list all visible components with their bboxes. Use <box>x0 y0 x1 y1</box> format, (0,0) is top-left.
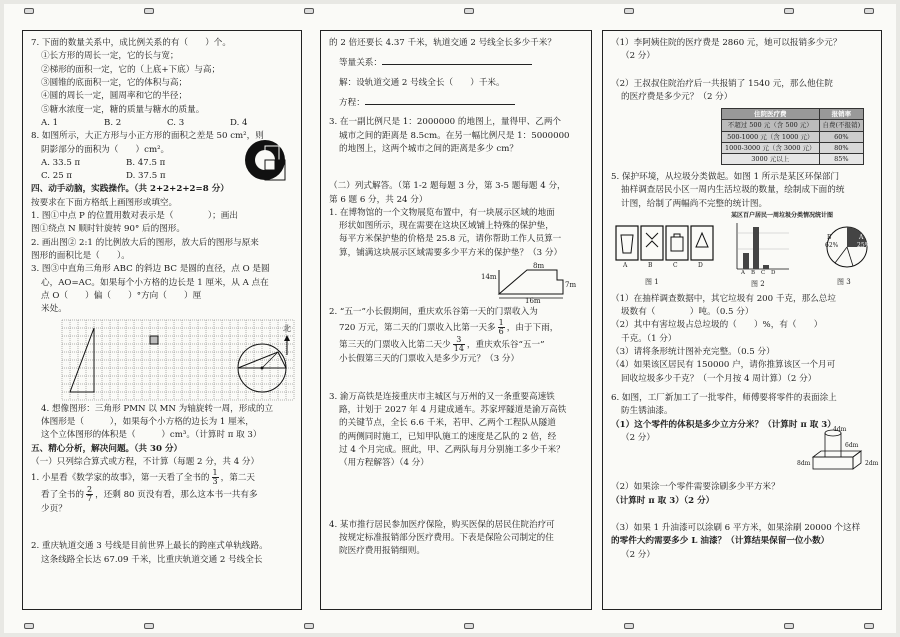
q7-stem: 7. 下面的数量关系中，成比例关系的有（ ）个。 <box>31 38 231 48</box>
q3-text: 3. 在一副比例尺是 1：2000000 的地图上，量得甲、乙两个 <box>329 117 562 128</box>
table-cell: 60% <box>819 131 864 142</box>
table-cell: 1000-3000 元（含 3000 元） <box>722 142 820 153</box>
p4-text: 4. 某市推行居民参加医疗保险，购买医保的居民住院治疗可 <box>329 519 555 530</box>
p4-text: 院医疗费用报销细则。 <box>339 546 425 557</box>
q7-option[interactable]: D. 4 <box>230 117 248 128</box>
sec4-title: 四、动手动脑，实践操作。（共 2+2+2+2=8 分） <box>31 184 229 195</box>
bar-label: A <box>741 269 745 276</box>
north-arrow-icon <box>283 335 291 355</box>
dim-h2: 8dm <box>797 460 811 468</box>
eqn-line <box>329 96 583 110</box>
part-3d-figure <box>807 427 867 479</box>
sec4-line: 图①绕点 N 顺时针旋转 90° 后的图形。 <box>31 224 185 235</box>
q4-2-text: 的医疗费是多少元？（2 分） <box>621 91 733 102</box>
bin-labels <box>623 261 723 270</box>
table-header-row <box>722 109 864 120</box>
column-3 <box>602 30 882 610</box>
q5-sub: （4）如果该区居民有 150000 户，请你推算该区一个月可 <box>611 360 836 371</box>
fraction <box>212 469 219 486</box>
sec5-sub1: （一）只列综合算式或方程，不计算（每题 2 分，共 4 分） <box>31 456 260 467</box>
p1-text: 形状如图所示，现在需要在这块区域铺上特殊的保护垫， <box>339 221 554 232</box>
p2-text <box>329 336 583 353</box>
dim-w: 2dm <box>865 460 879 468</box>
q6-text: 防生锈油漆。 <box>621 406 673 417</box>
bar-label: D <box>771 269 776 276</box>
fraction <box>86 486 93 503</box>
q7-item: ①长方形的周长一定，它的长与宽； <box>41 51 179 62</box>
q8-options <box>31 170 211 183</box>
fraction-denominator: 3 <box>212 477 218 487</box>
q2-continuation: 的 2 倍还要长 4.37 千米，轨道交通 2 号线全长多少千米？ <box>329 38 556 48</box>
bar-labels <box>741 269 791 278</box>
table-cell: 3000 元以上 <box>722 153 820 164</box>
dim-top: 8m <box>533 262 545 271</box>
q5-text: 5. 保护环境，从垃圾分类做起。如图 1 所示是某区环保部门 <box>611 171 840 182</box>
eq-label: 等量关系： <box>339 58 382 69</box>
q8-line: 8. 如图所示，大正方形与小正方形的面积之差是 50 cm²，则 <box>31 131 264 142</box>
p2-text <box>329 319 583 336</box>
sec4-line: 点 O（ ）偏（ ）°方向（ ）厘 <box>41 290 202 301</box>
sec5-q1 <box>31 469 293 486</box>
bin-label: D <box>698 261 703 269</box>
q6-sub: （2 分） <box>621 549 655 560</box>
dim-right: 7m <box>565 281 577 290</box>
q5-sub: （1）在抽样调查数据中，其它垃圾有 200 千克，那么总垃 <box>611 293 836 304</box>
fraction-numerator: 1 <box>212 469 218 478</box>
bar-b <box>753 227 759 269</box>
q6-sub: （3）如果 1 升油漆可以涂刷 6 平方米，如果涂刷 20000 个这样 <box>611 522 861 533</box>
exam-sheet <box>4 4 896 633</box>
q5-text: 抽样调查居民小区一周内生活垃圾的数量，绘制成下面的统 <box>621 185 845 196</box>
p3-text: 路，计划于 2027 年 4 月建成通车。苏家坪隧道是渝万高铁 <box>339 405 567 415</box>
reimbursement-table <box>721 108 864 165</box>
table-cell: 85% <box>819 153 864 164</box>
eqn-label: 方程： <box>339 97 365 108</box>
punch-hole <box>304 623 314 629</box>
q4-2-text: （2）王叔叔住院治疗后一共报销了 1540 元，那么他住院 <box>611 78 833 89</box>
q7-option[interactable]: A. 1 <box>41 117 59 128</box>
q7-options <box>31 117 293 130</box>
q8-options <box>31 157 211 170</box>
table-header: 报销率 <box>819 109 864 120</box>
point-o <box>261 366 264 369</box>
fraction-numerator: 2 <box>86 486 93 495</box>
q6-text: 6. 如图，工厂新加工了一批零件，师傅要将零件的表面涂上 <box>611 393 837 403</box>
column-1 <box>22 30 302 610</box>
small-square <box>150 336 158 344</box>
punch-holes-top <box>4 4 896 18</box>
q3-text: 城市之间的距离是 8.5cm。在另一幅比例尺是 1：5000000 <box>339 130 570 141</box>
q5-sub: 千克。（1 分） <box>621 333 677 344</box>
q7-item: ④圆的周长一定，圆周率和它的半径； <box>41 91 188 102</box>
sec4-line: 体图形是（ ），如果每个小方格的边长为 1 厘米， <box>41 416 254 427</box>
fraction-denominator: 6 <box>498 327 504 337</box>
punch-hole <box>24 8 34 14</box>
sec5-title: 五、精心分析，解决问题。（共 30 分） <box>31 443 183 454</box>
fig-label: 图 3 <box>837 277 851 286</box>
fraction <box>498 319 505 336</box>
fraction <box>453 336 465 353</box>
q5-text: 计图，给制了两幅尚不完整的统计图。 <box>621 198 768 209</box>
p4-text: 按规定标准报销部分医疗费用。下表是保险公司制定的住 <box>339 532 554 543</box>
grid-paper-figure <box>61 319 299 401</box>
bar-label: B <box>751 269 756 276</box>
p2-text: 2. “五一”小长假期间，重庆欢乐谷第一天的门票收入为 <box>329 307 538 318</box>
q8-option[interactable]: D. 37.5 π <box>126 171 166 182</box>
bin-label: B <box>648 261 653 269</box>
q7-item: ②梯形的面积一定，它的（上底+下底）与高； <box>41 64 221 75</box>
q2-text: 这条线路全长达 67.09 千米，比重庆轨道交通 2 号线全长 <box>41 554 263 565</box>
q7-option[interactable]: C. 3 <box>167 117 185 128</box>
q1-text: 1. 小星看《数学家的故事》，第一天看了全书的 <box>31 473 210 484</box>
answer-line[interactable] <box>365 96 515 105</box>
answer-line[interactable] <box>382 56 532 65</box>
bar-chart-figure <box>731 219 791 275</box>
q5-sub: 圾数有（ ）吨。（0.5 分） <box>621 307 754 318</box>
p3-text: 过 4 个月完成。照此，甲、乙两队每月分别施工多少千米？ <box>339 444 565 455</box>
q6-sub: （计算时 π 取 3）（2 分） <box>611 495 715 506</box>
p3-text: 的两侧同时施工，已知甲队施工的速度是乙队的 2 倍，经 <box>339 431 557 442</box>
bin-label: C <box>673 261 678 269</box>
fraction-numerator: 1 <box>498 319 504 328</box>
q7-option[interactable]: B. 2 <box>104 117 122 128</box>
punch-hole <box>864 8 874 14</box>
pie-label-a: A <box>859 233 864 241</box>
sec4-line: 图形的面积比是（ ）。 <box>31 251 130 261</box>
punch-hole <box>464 8 474 14</box>
p2-part: 720 万元，第二天的门票收入比第一天多 <box>339 323 496 334</box>
q6-sub: （2）如果涂一个零件需要涂刷多少平方米？ <box>611 482 780 493</box>
fraction-numerator: 3 <box>453 336 465 345</box>
dim-bottom: 16m <box>525 297 541 306</box>
punch-hole <box>144 8 154 14</box>
punch-hole <box>464 623 474 629</box>
bar-a <box>743 253 749 269</box>
p1-text: 1. 在博物馆的一个文物展览布置中，有一块展示区域的地面 <box>329 207 555 218</box>
p3-text: （用方程解答）（4 分） <box>339 458 429 469</box>
q6-sub: 的零件大约需要多少 L 油漆？（计算结果保留一位小数） <box>611 536 830 547</box>
dim-h1: 6dm <box>845 442 859 450</box>
q8-option[interactable]: C. 25 π <box>41 171 73 182</box>
table-row <box>722 120 864 131</box>
pie-label-b: B <box>827 233 832 241</box>
punch-hole <box>304 8 314 14</box>
punch-hole <box>624 8 634 14</box>
p2-part: ，重庆欢乐谷“五一” <box>466 340 545 351</box>
q5-sub: 回收垃圾多少千克？（一个月按 4 周计算）（2 分） <box>621 373 817 384</box>
p2-part: 第三天的门票收入比第二天少 <box>339 340 451 351</box>
punch-holes-bottom <box>4 619 896 633</box>
fraction-denominator: 7 <box>86 494 93 504</box>
q4-1-score: （2 分） <box>621 51 655 62</box>
q1-text: ，还剩 80 页没有看，那么这本书一共有多 <box>95 490 258 501</box>
q1-text: ，第二天 <box>220 473 255 484</box>
table-row <box>722 153 864 164</box>
chart-title: 某区百户居民一周垃圾分类情况统计图 <box>731 211 834 219</box>
table-cell: 自费(不报销) <box>819 120 864 131</box>
sec2-title: 第 6 题 6 分，共 24 分） <box>329 194 428 205</box>
north-label: 北 <box>283 323 291 333</box>
q7-item: ③圆锥的底面积一定，它的体积与高； <box>41 77 188 88</box>
sec4-line: 3. 图③中直角三角形 ABC 的斜边 BC 是圆的直径，点 O 是圆 <box>31 264 270 275</box>
sec4-line: 4. 想像图形：三角形 PMN 以 MN 为轴旋转一周，形成的立 <box>41 403 274 414</box>
bar-label: C <box>761 269 766 276</box>
pie-pct-b: 62% <box>825 241 839 249</box>
punch-hole <box>864 623 874 629</box>
table-cell: 80% <box>819 142 864 153</box>
column-2 <box>320 30 592 610</box>
sec4-intro: 按要求在下面方格纸上画图形或填空。 <box>31 197 178 208</box>
p1-text: 算，铺满这块展示区域需要多少平方米的保护垫？（3 分） <box>339 247 563 258</box>
p1-text: 每平方米保护垫的价格是 25.8 元，请你帮助工作人员算一 <box>339 234 562 245</box>
q8-option[interactable]: B. 47.5 π <box>126 157 166 168</box>
table-header: 住院医疗费 <box>722 109 820 120</box>
table-row <box>722 142 864 153</box>
q8-option[interactable]: A. 33.5 π <box>41 157 81 168</box>
sec4-line: 心，AO=AC。如果每个小方格的边长是 1 厘米，从 A 点在 <box>41 277 269 288</box>
sec2-title: （二）列式解答。（第 1-2 题每题 3 分，第 3-5 题每题 4 分， <box>329 181 566 192</box>
q3-text: 的地图上，这两个城市之间的距离是多少 cm？ <box>339 143 518 154</box>
p2-part: ，由于下雨， <box>506 323 559 334</box>
bin-label: A <box>623 261 628 269</box>
sec4-line: 这个立体图形的体积是（ ）cm³。（计算时 π 取 3） <box>41 430 262 441</box>
q7-item: ⑤糖水浓度一定，糖的质量与糖水的质量。 <box>41 104 205 115</box>
punch-hole <box>24 623 34 629</box>
q5-sub: （2）其中有害垃圾占总垃圾的（ ）%，有（ ） <box>611 320 823 331</box>
dim-d: 4dm <box>833 426 847 434</box>
q5-sub: （3）请将条形统计图补充完整。（0.5 分） <box>611 347 775 358</box>
solve-line: 解：设轨道交通 2 号线全长（ ）千米。 <box>339 77 505 88</box>
p2-text: 小长假第三天的门票收入是多少万元？（3 分） <box>339 354 520 365</box>
sec4-line: 1. 图①中点 P 的位置用数对表示是（ ）；画出 <box>31 211 238 222</box>
punch-hole <box>624 623 634 629</box>
punch-hole <box>784 8 794 14</box>
sec4-line: 米处。 <box>41 304 67 315</box>
q1-text: 看了全书的 <box>41 490 84 501</box>
q8-line: 阴影部分的面积为（ ）cm²。 <box>41 144 170 155</box>
q1-text: 少页？ <box>41 504 67 515</box>
eq-relation <box>329 56 583 70</box>
q6-sub: （2 分） <box>621 432 655 443</box>
fig-label: 图 2 <box>751 279 765 288</box>
punch-hole <box>144 623 154 629</box>
waste-bins-figure <box>615 225 715 265</box>
p3-text: 的关键节点，全长 6.6 千米，若甲、乙两个工程队从隧道 <box>339 418 556 429</box>
q4-1-text: （1）李阿姨住院的医疗费是 2860 元，她可以报销多少元？ <box>611 38 842 48</box>
fraction-denominator: 14 <box>453 344 464 354</box>
punch-hole <box>784 623 794 629</box>
q2-text: 2. 重庆轨道交通 3 号线是目前世界上最长的跨座式单轨线路。 <box>31 541 268 552</box>
table-row <box>722 131 864 142</box>
pie-pct-a: 25% <box>857 241 871 249</box>
q8-ring-figure <box>243 138 287 182</box>
dim-left: 14m <box>481 273 497 282</box>
q6-sub: （1）这个零件的体积是多少立方分米？（计算时 π 取 3） <box>611 419 836 430</box>
sec5-q1 <box>31 486 293 503</box>
fig-label: 图 1 <box>645 277 659 286</box>
table-cell: 500-1000 元（含 1000 元） <box>722 131 820 142</box>
table-cell: 不超过 500 元（含 500 元） <box>722 120 820 131</box>
p3-text: 3. 渝万高铁是连接重庆市主城区与万州的又一条重要高速铁 <box>329 391 555 402</box>
sec4-line: 2. 画出图② 2:1 的比例放大后的图形，放大后的图形与原来 <box>31 237 259 248</box>
